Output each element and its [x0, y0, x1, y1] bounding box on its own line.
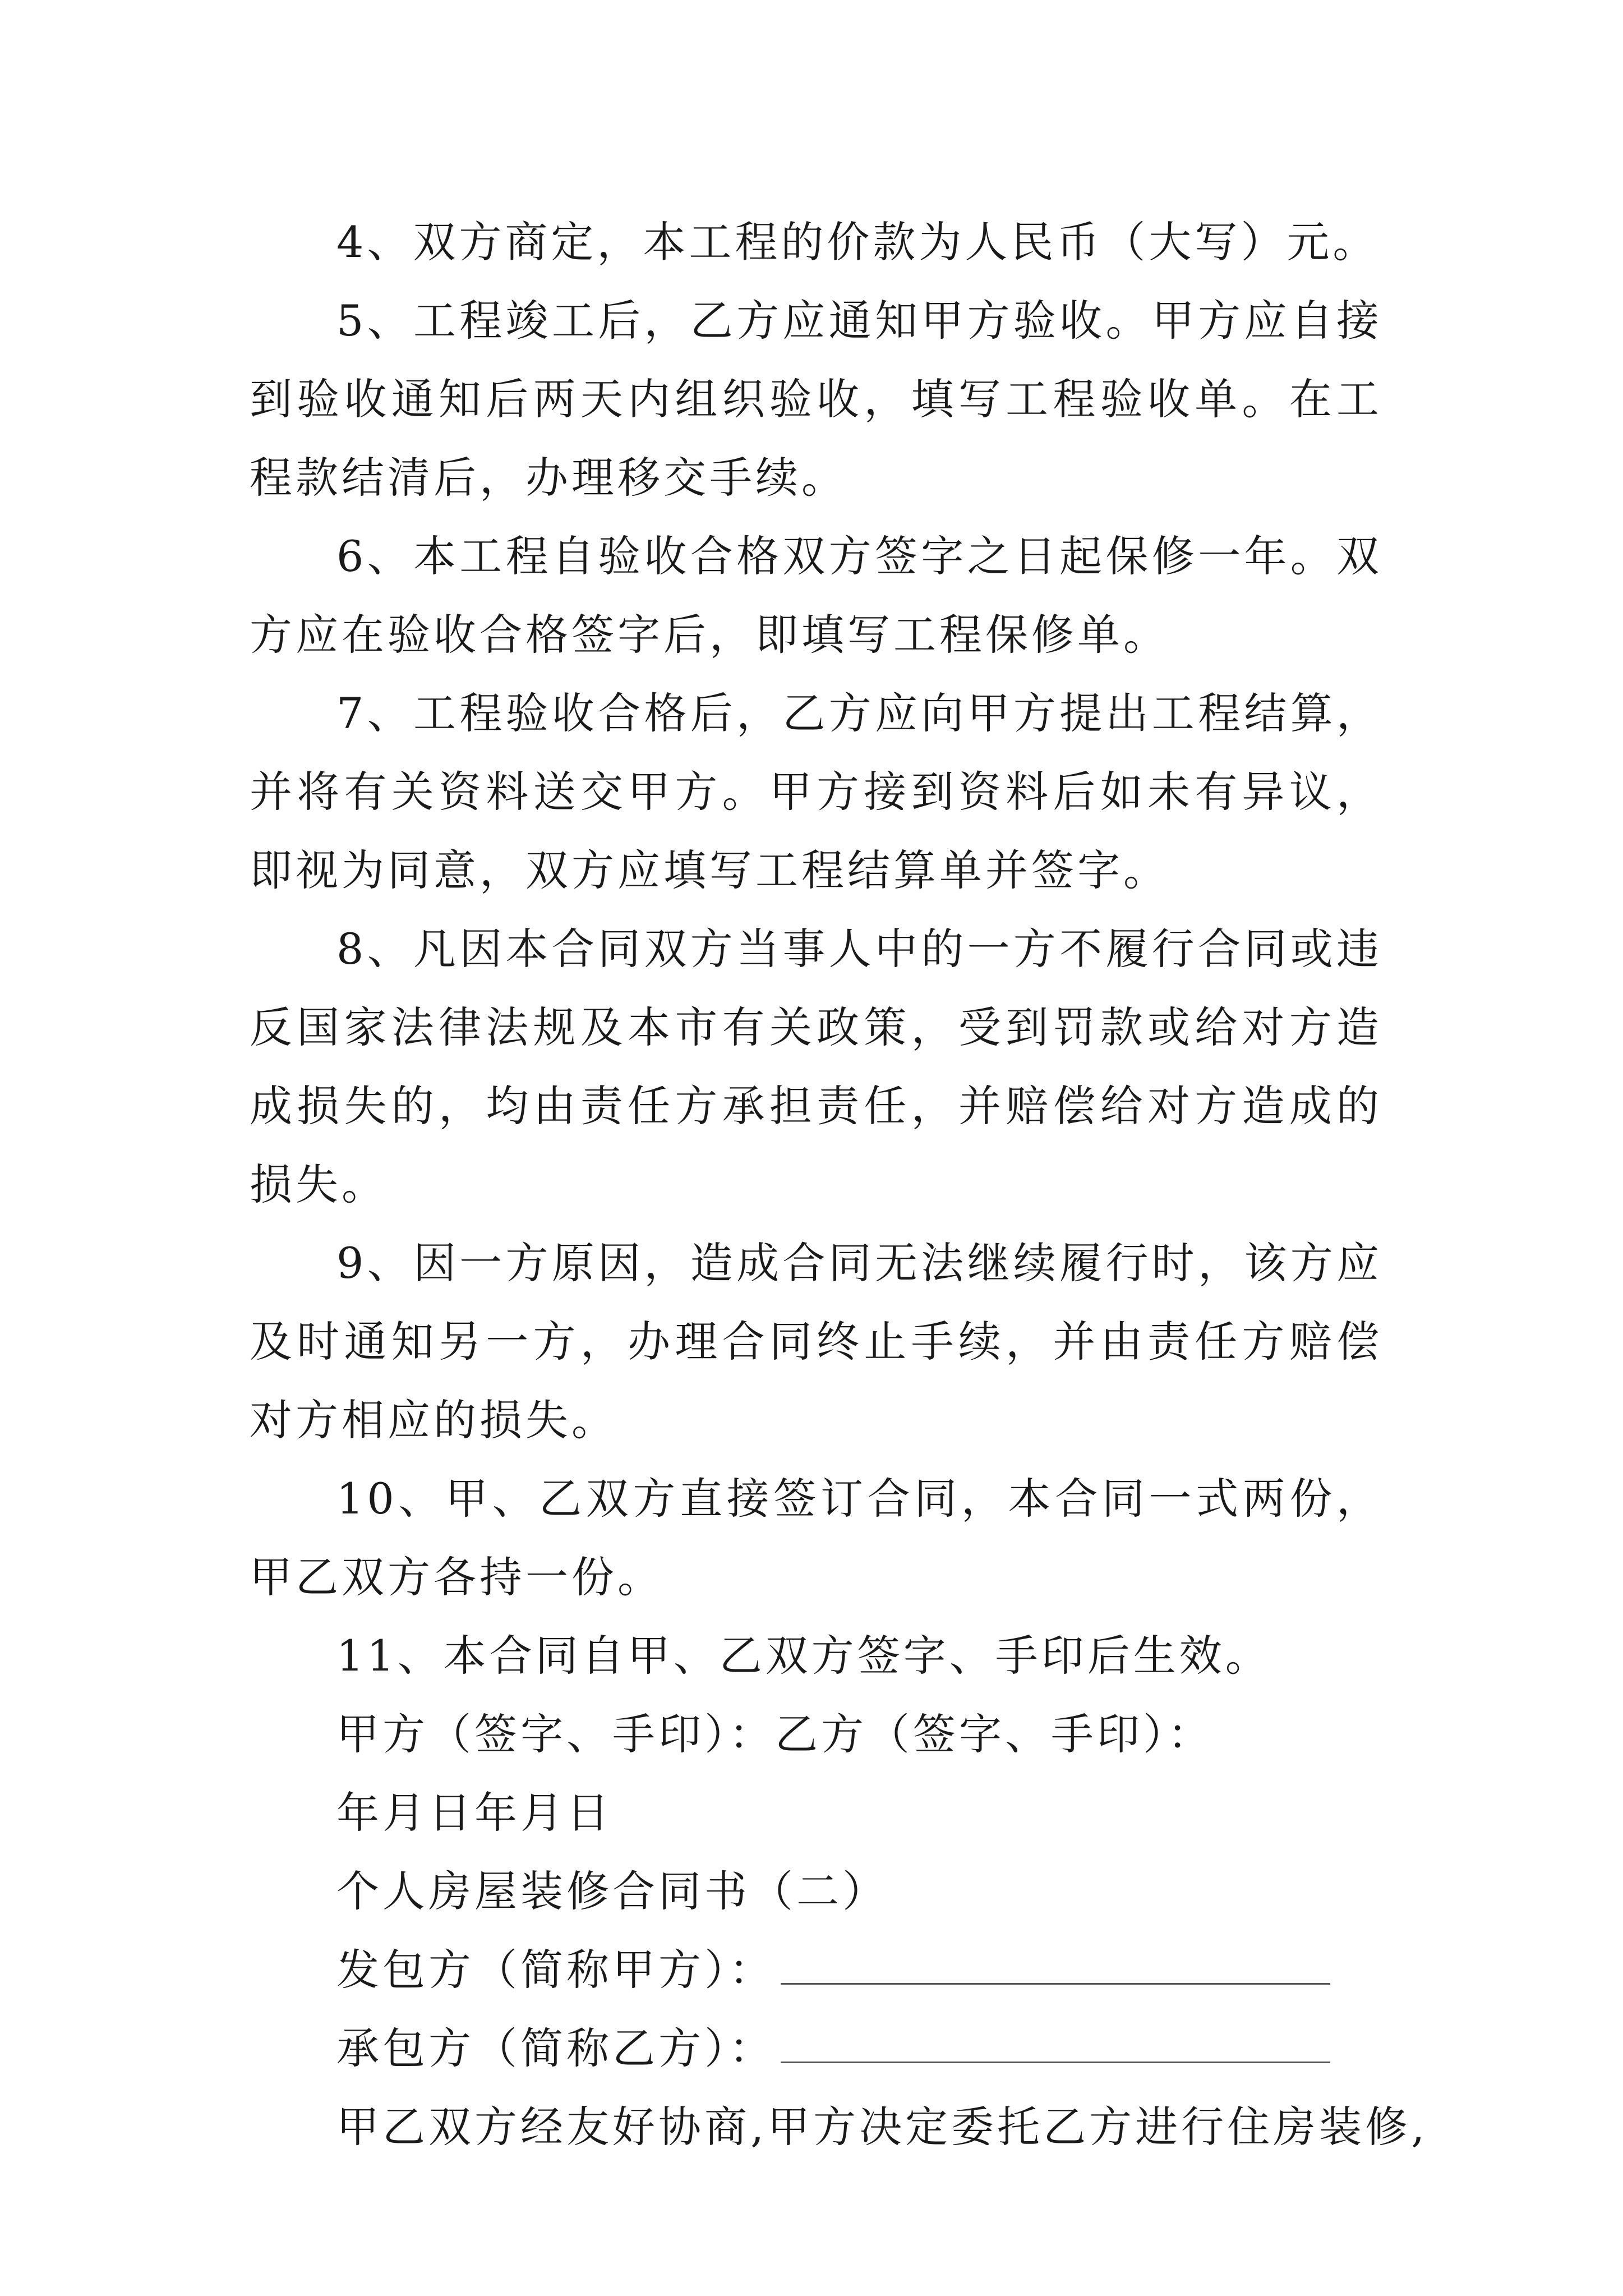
- party-b-label: 承包方（简称乙方）：: [336, 2023, 775, 2073]
- clause-11: 11、本合同自甲、乙双方签字、手印后生效。: [336, 1631, 1271, 1681]
- signature-line: 甲方（签字、手印）：乙方（签字、手印）：: [336, 1709, 1214, 1759]
- party-a-blank[interactable]: [781, 1949, 1330, 1985]
- party-b-blank[interactable]: [781, 2028, 1330, 2063]
- clause-9: 9、因一方原因，造成合同无法继续履行时，该方应及时通知另一方，办理合同终止手续，并由责任方赔偿对方相应的损失。: [250, 1238, 1382, 1445]
- clause-4: 4、双方商定，本工程的价款为人民币（大写）元。: [336, 217, 1379, 267]
- date-line: 年月日年月日: [336, 1788, 612, 1838]
- party-a-label: 发包方（简称甲方）：: [336, 1945, 775, 1995]
- clause-10: 10、甲、乙双方直接签订合同，本合同一式两份，甲乙双方各持一份。: [250, 1474, 1382, 1602]
- party-a-row: [250, 1931, 1382, 2009]
- second-contract-title: 个人房屋装修合同书（二）: [336, 1866, 888, 1916]
- document-body: [250, 203, 1428, 2166]
- party-b-row: [250, 2009, 1382, 2088]
- closing-line: 甲乙双方经友好协商,甲方决定委托乙方进行住房装修,: [336, 2102, 1428, 2152]
- clause-7: 7、工程验收合格后，乙方应向甲方提出工程结算，并将有关资料送交甲方。甲方接到资料后如未有异议，即视为同意，双方应填写工程结算单并签字。: [250, 688, 1382, 895]
- clause-5: 5、工程竣工后，乙方应通知甲方验收。甲方应自接到验收通知后两天内组织验收，填写工程验收单。在工程款结清后，办理移交手续。: [250, 296, 1382, 503]
- clause-8: 8、凡因本合同双方当事人中的一方不履行合同或违反国家法律法规及本市有关政策，受到罚款或给对方造成损失的，均由责任方承担责任，并赔偿给对方造成的损失。: [250, 924, 1382, 1209]
- clause-6: 6、本工程自验收合格双方签字之日起保修一年。双方应在验收合格签字后，即填写工程保修单。: [250, 531, 1382, 660]
